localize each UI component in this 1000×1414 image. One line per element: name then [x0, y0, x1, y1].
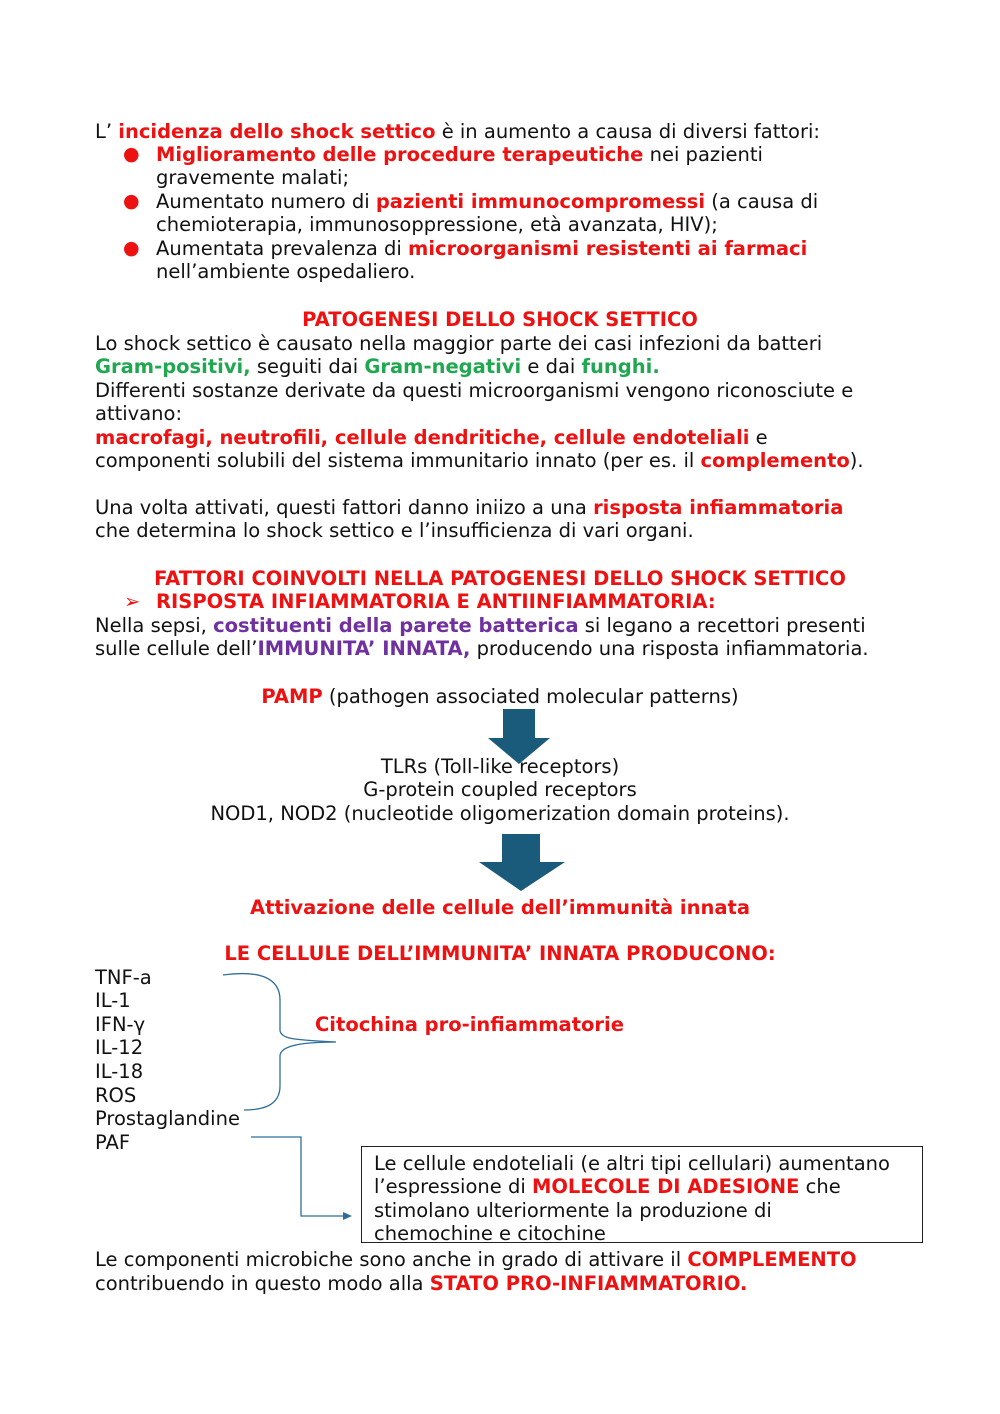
paf-arrowhead-icon [343, 1212, 352, 1220]
highlight: complemento [700, 449, 850, 472]
text: contribuendo in questo modo alla [95, 1272, 430, 1295]
text: Aumentato numero di [156, 190, 376, 213]
paf-connector [251, 1137, 345, 1216]
section-title-fattori: FATTORI COINVOLTI NELLA PATOGENESI DELLO SHOCK SETTICO [154, 567, 846, 590]
bullet-item-1-cont: gravemente malati; [156, 166, 350, 189]
text: che [799, 1175, 841, 1198]
highlight: macrofagi, neutrofili, cellule dendritiche, cellule endoteliali [95, 426, 750, 449]
box-line: stimolano ulteriormente la produzione di [374, 1199, 772, 1222]
down-arrow-2-icon [479, 834, 565, 891]
section-subtitle: RISPOSTA INFIAMMATORIA E ANTIINFIAMMATORIA: [156, 590, 716, 613]
highlight: funghi. [581, 355, 660, 378]
bullet-icon: ● [123, 190, 140, 212]
paragraph-line: Lo shock settico è causato nella maggior parte dei casi infezioni da batteri [95, 332, 823, 355]
cytokine-item: ROS [95, 1084, 137, 1107]
text: e [749, 426, 768, 449]
cytokine-label: Citochina pro-infiammatorie [315, 1013, 624, 1036]
highlight: costituenti della parete batterica [213, 614, 579, 637]
bullet-item-2-cont: chemioterapia, immunosoppressione, età avanzata, HIV); [156, 213, 718, 236]
highlight: IMMUNITA’ INNATA, [257, 637, 471, 660]
highlight: microorganismi resistenti ai farmaci [408, 237, 808, 260]
cytokine-item: IL-12 [95, 1036, 144, 1059]
text: e dai [521, 355, 582, 378]
highlight: Miglioramento delle procedure terapeutiche [156, 143, 644, 166]
paragraph-line: che determina lo shock settico e l’insufficienza di vari organi. [95, 519, 694, 542]
highlight: Gram-positivi, [95, 355, 251, 378]
produce-heading: LE CELLULE DELL’IMMUNITA’ INNATA PRODUCONO: [224, 942, 776, 965]
text: è in aumento a causa di diversi fattori: [435, 120, 820, 143]
bullet-icon: ● [123, 143, 140, 165]
text: producendo una risposta infiammatoria. [470, 637, 869, 660]
receptor-line: TLRs (Toll-like receptors) [380, 755, 620, 778]
box-line [374, 1175, 841, 1198]
cytokine-brace [223, 974, 336, 1110]
cytokine-item: TNF-a [95, 966, 152, 989]
cytokine-item: IL-1 [95, 989, 131, 1012]
bullet-item-3-cont: nell’ambiente ospedaliero. [156, 260, 416, 283]
text: (pathogen associated molecular patterns) [322, 685, 739, 708]
paragraph-line [95, 1248, 857, 1271]
cytokine-item: IL-18 [95, 1060, 144, 1083]
box-line: Le cellule endoteliali (e altri tipi cellulari) aumentano [374, 1152, 890, 1175]
highlight: PAMP [261, 685, 323, 708]
cytokine-item: IFN-γ [95, 1013, 146, 1036]
highlight: COMPLEMENTO [687, 1248, 857, 1271]
text: si legano a recettori presenti [578, 614, 866, 637]
arrow-bullet-icon: ➢ [124, 590, 141, 613]
text: Le componenti microbiche sono anche in grado di attivare il [95, 1248, 688, 1271]
text: Una volta attivati, questi fattori danno iniizo a una [95, 496, 594, 519]
paragraph-line [95, 1272, 747, 1295]
text: seguiti dai [250, 355, 365, 378]
text: Aumentata prevalenza di [156, 237, 409, 260]
highlight: pazienti immunocompromessi [375, 190, 706, 213]
text: ). [849, 449, 864, 472]
receptor-line: G-protein coupled receptors [363, 778, 637, 801]
highlight: STATO PRO-INFIAMMATORIO. [429, 1272, 748, 1295]
paragraph-line: Differenti sostanze derivate da questi microorganismi vengono riconosciute e [95, 379, 854, 402]
bullet-icon: ● [123, 237, 140, 259]
highlight: incidenza dello shock settico [118, 120, 436, 143]
text: Nella sepsi, [95, 614, 214, 637]
text: nei pazienti [643, 143, 763, 166]
text: (a causa di [705, 190, 819, 213]
cytokine-item: Prostaglandine [95, 1107, 240, 1130]
receptor-line: NOD1, NOD2 (nucleotide oligomerization domain proteins). [210, 802, 790, 825]
highlight: risposta infiammatoria [593, 496, 844, 519]
highlight: MOLECOLE DI ADESIONE [531, 1175, 800, 1198]
text: componenti solubili del sistema immunitario innato (per es. il [95, 449, 701, 472]
highlight: Gram-negativi [364, 355, 522, 378]
section-title-patogenesi: PATOGENESI DELLO SHOCK SETTICO [302, 308, 698, 331]
paragraph-line: attivano: [95, 402, 183, 425]
text: sulle cellule dell’ [95, 637, 258, 660]
text: L’ [95, 120, 119, 143]
box-line: chemochine e citochine [374, 1222, 606, 1243]
text: l’espressione di [374, 1175, 532, 1198]
activation-line: Attivazione delle cellule dell’immunità innata [249, 896, 750, 919]
adhesion-textbox [361, 1146, 923, 1243]
cytokine-item: PAF [95, 1131, 131, 1154]
